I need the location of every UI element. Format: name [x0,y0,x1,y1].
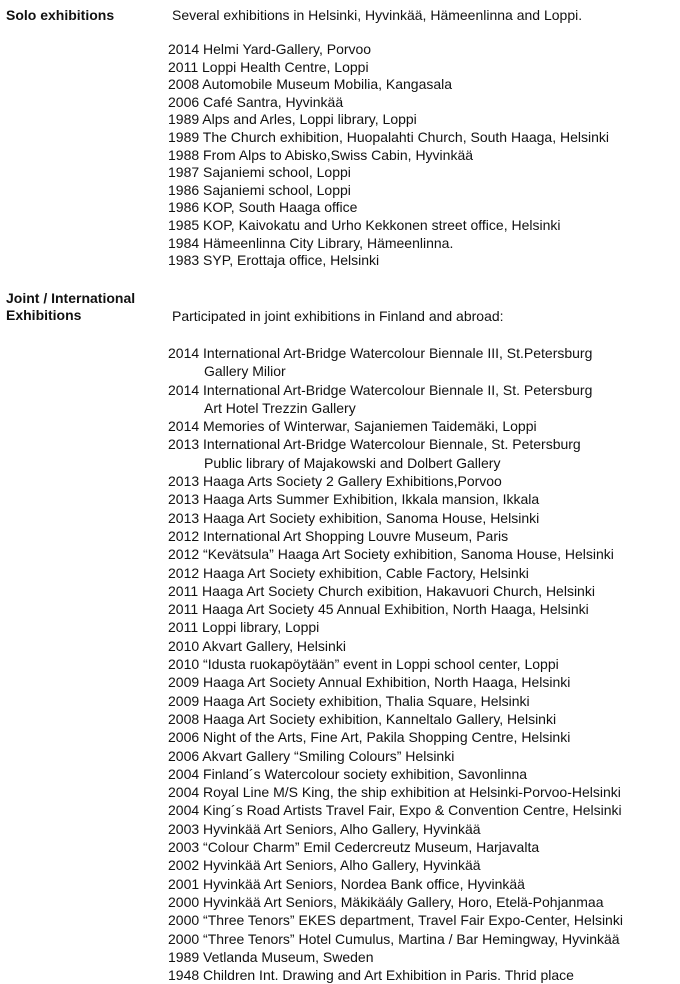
joint-exhibition-text: 2008 Haaga Art Society exhibition, Kanneltalo Gallery, Helsinki [168,710,557,727]
joint-exhibition-text: 2009 Haaga Art Society Annual Exhibition, North Haaga, Helsinki [168,674,571,691]
joint-exhibition-item [168,637,623,655]
joint-exhibition-text: 2013 Haaga Arts Summer Exhibition, Ikkala mansion, Ikkala [168,491,540,508]
joint-exhibition-item [168,344,623,381]
joint-exhibition-text: 2010 Akvart Gallery, Helsinki [168,637,346,654]
joint-exhibition-item [168,381,623,418]
joint-exhibition-text: 2011 Loppi library, Loppi [168,619,320,636]
joint-exhibition-text: 2003 Hyvinkää Art Seniors, Alho Gallery, Hyvinkää [168,820,481,837]
joint-exhibition-item [168,435,623,472]
joint-exhibition-item [168,948,623,966]
joint-exhibition-item [168,856,623,874]
joint-exhibition-item [168,655,623,673]
joint-exhibition-item [168,930,623,948]
joint-exhibition-continuation: Gallery Milior [204,363,286,380]
joint-exhibition-text: 2002 Hyvinkää Art Seniors, Alho Gallery, Hyvinkää [168,857,481,874]
joint-exhibition-item [168,417,623,435]
joint-exhibition-text: 2000 “Three Tenors” EKES department, Travel Fair Expo-Center, Helsinki [168,912,623,929]
solo-exhibition-item: 1987 Sajaniemi school, Loppi [168,164,351,181]
solo-exhibition-item: 1983 SYP, Erottaja office, Helsinki [168,252,380,269]
joint-exhibition-text: 2010 “Idusta ruokapöytään” event in Loppi school center, Loppi [168,656,559,673]
joint-exhibition-item [168,490,623,508]
joint-exhibition-text: 2000 “Three Tenors” Hotel Cumulus, Martina / Bar Hemingway, Hyvinkää [168,930,620,947]
joint-exhibition-item [168,673,623,691]
joint-exhibition-item [168,838,623,856]
joint-exhibition-item [168,893,623,911]
solo-exhibitions-list [168,41,609,270]
joint-exhibition-continuation: Art Hotel Trezzin Gallery [204,399,356,416]
joint-exhibition-text: 2011 Haaga Art Society Church exibition, Hakavuori Church, Helsinki [168,582,595,599]
solo-exhibition-item: 2008 Automobile Museum Mobilia, Kangasala [168,76,453,93]
joint-exhibition-text: 2012 Haaga Art Society exhibition, Cable Factory, Helsinki [168,564,529,581]
solo-exhibition-item: 2006 Café Santra, Hyvinkää [168,93,344,110]
joint-exhibition-text: 1948 Children Int. Drawing and Art Exhibition in Paris. Thrid place [168,967,574,984]
joint-exhibition-text: 2014 International Art-Bridge Watercolour Biennale III, St.Petersburg [168,345,593,361]
joint-exhibition-text: 2012 International Art Shopping Louvre Museum, Paris [168,527,509,544]
joint-exhibition-item [168,820,623,838]
joint-exhibition-text: 2006 Akvart Gallery “Smiling Colours” Helsinki [168,747,455,764]
joint-exhibition-item [168,765,623,783]
solo-exhibition-item: 1989 Alps and Arles, Loppi library, Loppi [168,111,417,128]
joint-exhibition-text: 2014 International Art-Bridge Watercolour Biennale II, St. Petersburg [168,381,593,398]
joint-exhibition-item [168,692,623,710]
solo-exhibitions-heading: Solo exhibitions [6,7,115,23]
solo-exhibition-item: 1986 KOP, South Haaga office [168,199,358,216]
joint-exhibition-item [168,564,623,582]
joint-exhibition-text: 2013 International Art-Bridge Watercolour Biennale, St. Petersburg [168,436,581,453]
solo-exhibition-item: 1988 From Alps to Abisko,Swiss Cabin, Hyvinkää [168,146,474,163]
joint-exhibition-item [168,747,623,765]
joint-exhibition-item [168,710,623,728]
joint-heading-line2: Exhibitions [6,307,82,323]
joint-exhibition-text: 2004 King´s Road Artists Travel Fair, Expo & Convention Centre, Helsinki [168,802,622,819]
joint-exhibition-text: 2000 Hyvinkää Art Seniors, Mäkikäály Gallery, Horo, Etelä-Pohjanmaa [168,893,604,910]
joint-exhibition-text: 1989 Vetlanda Museum, Sweden [168,948,374,965]
joint-exhibition-text: 2004 Finland´s Watercolour society exhibition, Savonlinna [168,765,528,782]
solo-exhibition-item: 1984 Hämeenlinna City Library, Hämeenlinna. [168,234,454,251]
solo-exhibitions-intro: Several exhibitions in Helsinki, Hyvinkää, Hämeenlinna and Loppi. [172,7,583,23]
joint-exhibition-item [168,801,623,819]
joint-exhibition-item [168,911,623,929]
joint-exhibition-text: 2014 Memories of Winterwar, Sajaniemen Taidemäki, Loppi [168,418,537,435]
solo-exhibition-item: 2011 Loppi Health Centre, Loppi [168,58,369,75]
joint-exhibition-text: 2012 “Kevätsula” Haaga Art Society exhibition, Sanoma House, Helsinki [168,546,614,563]
joint-exhibition-item [168,582,623,600]
solo-exhibition-item: 1986 Sajaniemi school, Loppi [168,181,351,198]
solo-exhibition-item: 2014 Helmi Yard-Gallery, Porvoo [168,41,372,57]
joint-exhibition-item [168,728,623,746]
joint-exhibition-text: 2003 “Colour Charm” Emil Cedercreutz Museum, Harjavalta [168,839,540,856]
solo-exhibition-item: 1985 KOP, Kaivokatu and Urho Kekkonen street office, Helsinki [168,216,561,233]
joint-exhibition-continuation: Public library of Majakowski and Dolbert Gallery [204,454,501,471]
joint-exhibition-item [168,545,623,563]
joint-exhibition-item [168,600,623,618]
joint-exhibition-text: 2009 Haaga Art Society exhibition, Thalia Square, Helsinki [168,692,530,709]
joint-exhibitions-list [168,344,623,984]
joint-heading-line1: Joint / International [6,290,136,306]
joint-exhibition-item [168,618,623,636]
joint-exhibition-item [168,472,623,490]
joint-exhibition-text: 2006 Night of the Arts, Fine Art, Pakila Shopping Centre, Helsinki [168,729,571,746]
joint-exhibition-item [168,509,623,527]
joint-exhibition-item [168,875,623,893]
joint-exhibition-text: 2013 Haaga Arts Society 2 Gallery Exhibitions,Porvoo [168,473,502,490]
joint-exhibitions-heading [6,290,135,324]
joint-exhibition-text: 2011 Haaga Art Society 45 Annual Exhibition, North Haaga, Helsinki [168,601,589,618]
joint-exhibition-item [168,527,623,545]
solo-exhibition-item: 1989 The Church exhibition, Huopalahti Church, South Haaga, Helsinki [168,128,610,145]
joint-exhibition-text: 2004 Royal Line M/S King, the ship exhibition at Helsinki-Porvoo-Helsinki [168,784,621,801]
joint-exhibition-text: 2013 Haaga Art Society exhibition, Sanoma House, Helsinki [168,509,540,526]
joint-exhibition-item [168,783,623,801]
joint-exhibitions-intro: Participated in joint exhibitions in Finland and abroad: [172,308,504,324]
joint-exhibition-text: 2001 Hyvinkää Art Seniors, Nordea Bank office, Hyvinkää [168,875,525,892]
